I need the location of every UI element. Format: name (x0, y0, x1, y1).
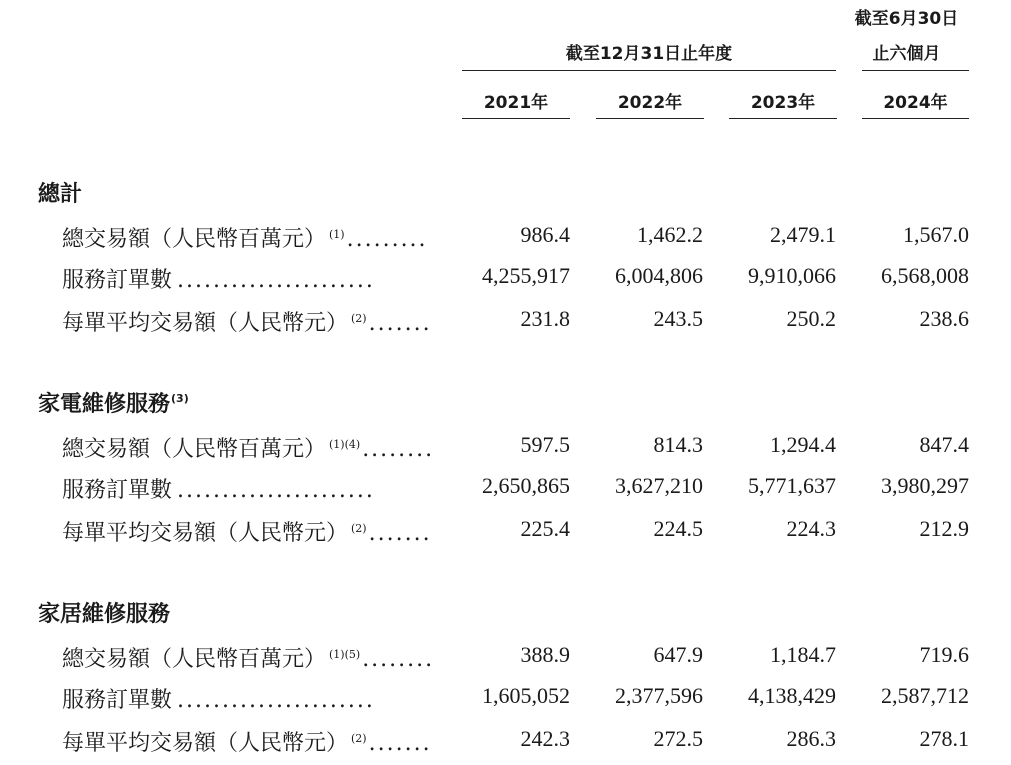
year-rule-2024 (862, 118, 969, 119)
value-2022: 814.3 (653, 432, 703, 457)
value-2021: 231.8 (520, 306, 570, 331)
value-2024: 2,587,712 (881, 683, 969, 708)
section-title-text: 家電維修服務 (38, 392, 171, 417)
table-row (0, 218, 1011, 252)
row-label: 總交易額（人民幣百萬元） $^{(1)(5)}$........ (62, 647, 435, 672)
table-row (0, 302, 1011, 336)
value-2023: 250.2 (786, 306, 836, 331)
value-2024: 3,980,297 (881, 473, 969, 498)
value-2022: 6,004,806 (615, 263, 703, 288)
value-2023: 224.3 (786, 516, 836, 541)
year-group-label: 截至12月31日止年度 (565, 44, 733, 64)
value-2024: 238.6 (919, 306, 969, 331)
group-header-rule (462, 70, 836, 71)
value-2023: 4,138,429 (748, 683, 836, 708)
value-2023: 9,910,066 (748, 263, 836, 288)
value-2022: 3,627,210 (615, 473, 703, 498)
value-2023: 1,184.7 (770, 642, 836, 667)
value-2021: 242.3 (520, 726, 570, 751)
table-row (0, 722, 1011, 756)
value-2022: 647.9 (653, 642, 703, 667)
table-row (0, 469, 1011, 503)
table-row (0, 512, 1011, 546)
interim-period-label (844, 8, 969, 30)
value-2024: 6,568,008 (881, 263, 969, 288)
table-row (0, 679, 1011, 713)
year-header-2024: 2024年 (883, 93, 948, 113)
value-2024: 278.1 (919, 726, 969, 751)
value-2021: 4,255,917 (482, 263, 570, 288)
section-title-appliance-repair (38, 387, 189, 418)
row-label: 服務訂單數 ...................... (62, 688, 375, 713)
table-row (0, 638, 1011, 672)
section-title-total (38, 177, 83, 208)
value-2021: 2,650,865 (482, 473, 570, 498)
row-label: 總交易額（人民幣百萬元） $^{(1)}$......... (62, 227, 428, 252)
row-label: 每單平均交易額（人民幣元） $^{(2)}$....... (62, 311, 432, 336)
value-2022: 224.5 (653, 516, 703, 541)
value-2024: 719.6 (919, 642, 969, 667)
row-label: 服務訂單數 ...................... (62, 268, 375, 293)
year-header-2022: 2022年 (617, 93, 683, 113)
value-2022: 272.5 (653, 726, 703, 751)
year-rule-2022 (596, 118, 704, 119)
value-2021: 388.9 (520, 642, 570, 667)
interim-period-label-line2: 止六個月 (872, 44, 941, 64)
value-2021: 986.4 (520, 222, 570, 247)
row-label: 每單平均交易額（人民幣元） $^{(2)}$....... (62, 521, 432, 546)
interim-header-rule (862, 70, 969, 71)
value-2023: 1,294.4 (770, 432, 836, 457)
value-2022: 243.5 (653, 306, 703, 331)
value-2022: 1,462.2 (637, 222, 703, 247)
year-header-2023: 2023年 (750, 93, 816, 113)
section-title-text: 總計 (38, 182, 83, 207)
table-row (0, 259, 1011, 293)
value-2023: 5,771,637 (748, 473, 836, 498)
table-row (0, 428, 1011, 462)
row-label: 服務訂單數 ...................... (62, 478, 375, 503)
value-2021: 597.5 (520, 432, 570, 457)
year-header-2021: 2021年 (483, 93, 549, 113)
value-2022: 2,377,596 (615, 683, 703, 708)
value-2024: 1,567.0 (903, 222, 969, 247)
value-2023: 2,479.1 (770, 222, 836, 247)
section-title-text: 家居維修服務 (38, 602, 171, 627)
value-2021: 1,605,052 (482, 683, 570, 708)
interim-period-label-line1: 截至6月30日 (854, 9, 959, 29)
value-2024: 847.4 (919, 432, 969, 457)
section-title-note: (3) (171, 392, 189, 405)
value-2021: 225.4 (520, 516, 570, 541)
section-title-home-repair (38, 597, 171, 628)
value-2023: 286.3 (786, 726, 836, 751)
row-label: 每單平均交易額（人民幣元） $^{(2)}$....... (62, 731, 432, 756)
value-2024: 212.9 (919, 516, 969, 541)
year-rule-2023 (729, 118, 837, 119)
row-label: 總交易額（人民幣百萬元） $^{(1)(4)}$........ (62, 437, 435, 462)
year-rule-2021 (462, 118, 570, 119)
